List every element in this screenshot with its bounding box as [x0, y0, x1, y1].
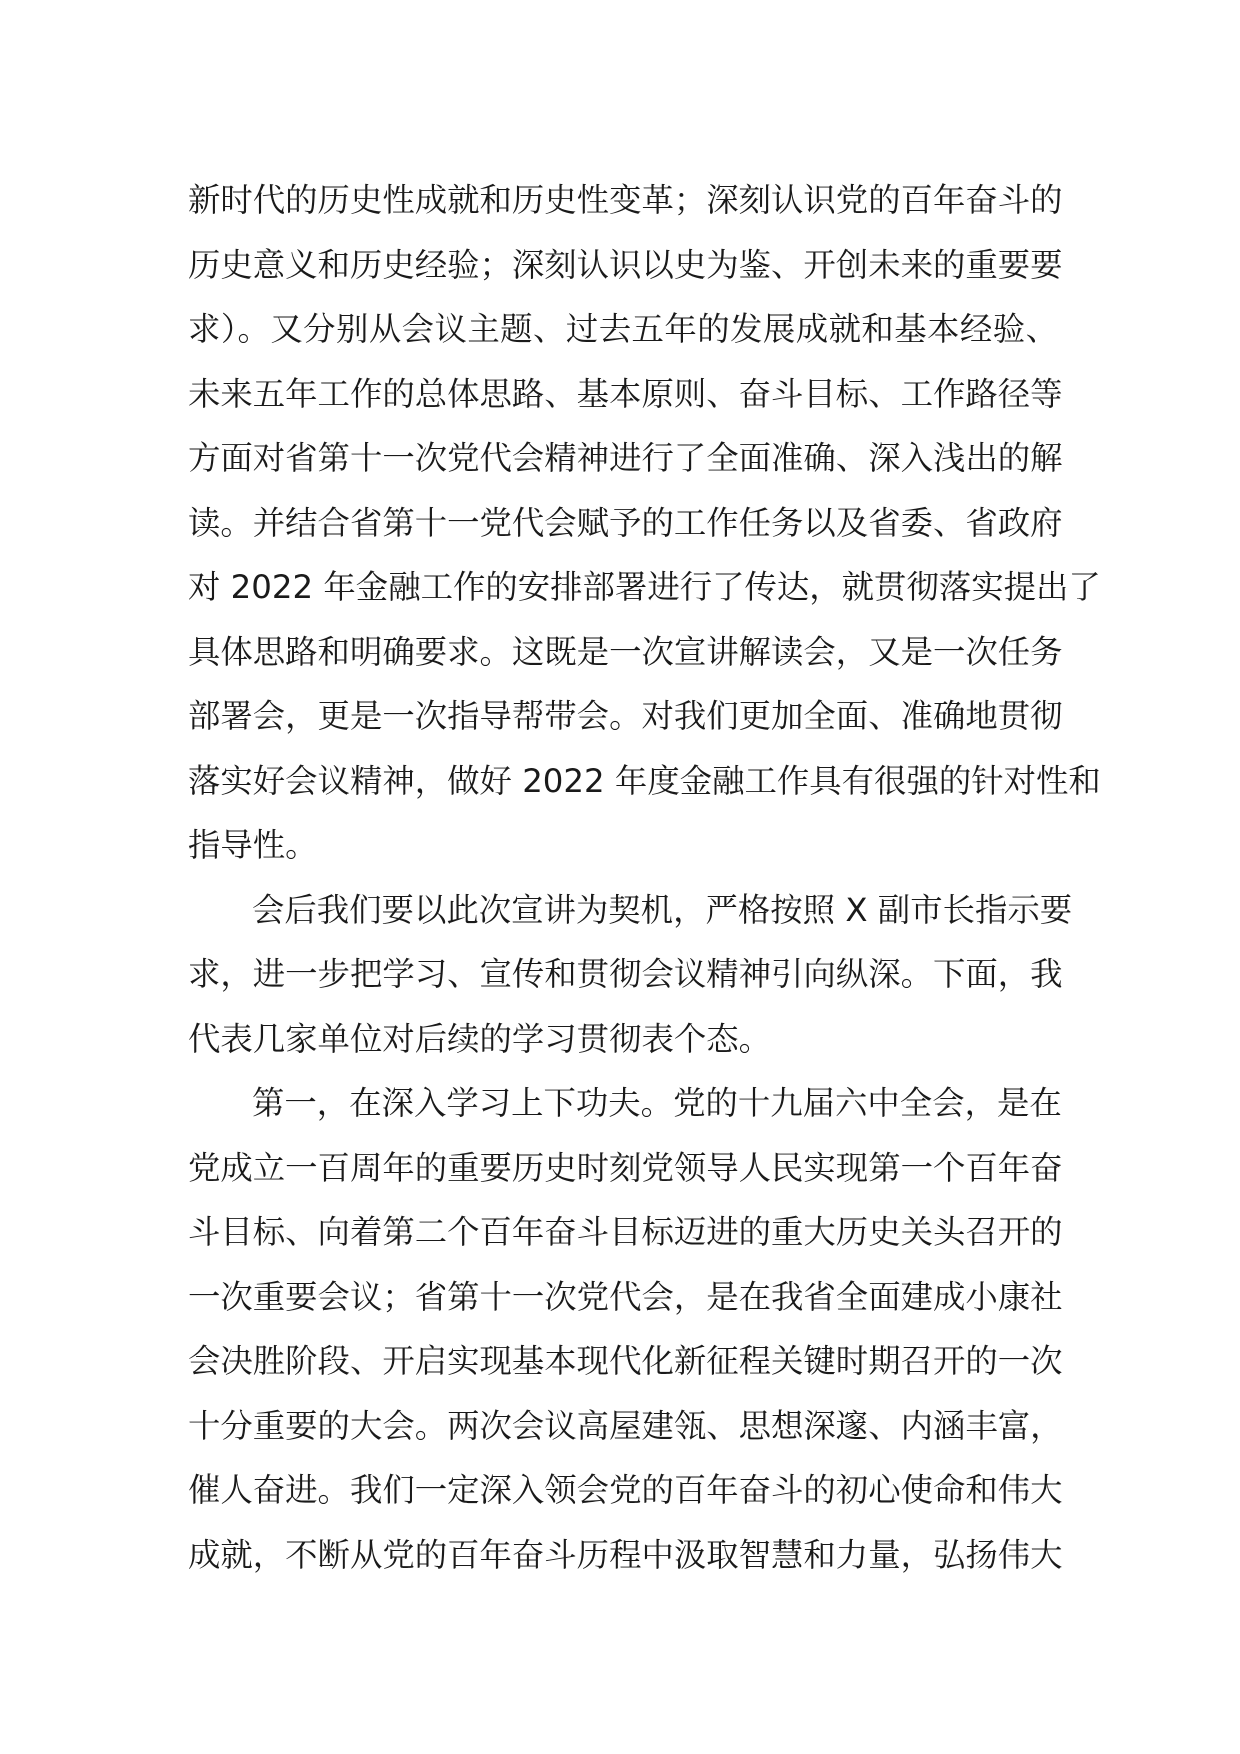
- text-line: 十分重要的大会。两次会议高屋建瓴、思想深邃、内涵丰富，: [188, 1406, 1063, 1445]
- text-line: 求，进一步把学习、宣传和贯彻会议精神引向纵深。下面，我: [188, 955, 1063, 993]
- text-line: 未来五年工作的总体思路、基本原则、奋斗目标、工作路径等: [188, 374, 1063, 413]
- text-line: 会决胜阶段、开启实现基本现代化新征程关键时期召开的一次: [188, 1342, 1063, 1380]
- text-line: 新时代的历史性成就和历史性变革；深刻认识党的百年奋斗的: [188, 181, 1063, 219]
- text-line: 党成立一百周年的重要历史时刻党领导人民实现第一个百年奋: [188, 1148, 1063, 1187]
- text-line: 催人奋进。我们一定深入领会党的百年奋斗的初心使命和伟大: [188, 1471, 1063, 1509]
- text-line: 第一，在深入学习上下功夫。党的十九届六中全会，是在: [252, 1084, 1062, 1122]
- text-line: 落实好会议精神，做好 2022 年度金融工作具有很强的针对性和: [188, 761, 1101, 800]
- text-line: 指导性。: [188, 826, 318, 864]
- body-text: [188, 168, 1101, 1587]
- text-line: 部署会，更是一次指导帮带会。对我们更加全面、准确地贯彻: [188, 697, 1063, 735]
- text-line: 会后我们要以此次宣讲为契机，严格按照 X 副市长指示要: [252, 890, 1073, 929]
- text-line: 斗目标、向着第二个百年奋斗目标迈进的重大历史关头召开的: [188, 1213, 1063, 1251]
- text-line: 方面对省第十一次党代会精神进行了全面准确、深入浅出的解: [188, 439, 1063, 477]
- text-line: 对 2022 年金融工作的安排部署进行了传达，就贯彻落实提出了: [188, 568, 1101, 606]
- text-line: 成就，不断从党的百年奋斗历程中汲取智慧和力量，弘扬伟大: [188, 1535, 1063, 1574]
- text-line: 历史意义和历史经验；深刻认识以史为鉴、开创未来的重要要: [188, 245, 1063, 284]
- text-line: 读。并结合省第十一党代会赋予的工作任务以及省委、省政府: [188, 503, 1063, 542]
- text-line: 一次重要会议；省第十一次党代会，是在我省全面建成小康社: [188, 1277, 1063, 1316]
- text-line: 求）。又分别从会议主题、过去五年的发展成就和基本经验、: [188, 310, 1058, 348]
- text-line: 具体思路和明确要求。这既是一次宣讲解读会，又是一次任务: [188, 632, 1063, 671]
- text-line: 代表几家单位对后续的学习贯彻表个态。: [188, 1019, 772, 1058]
